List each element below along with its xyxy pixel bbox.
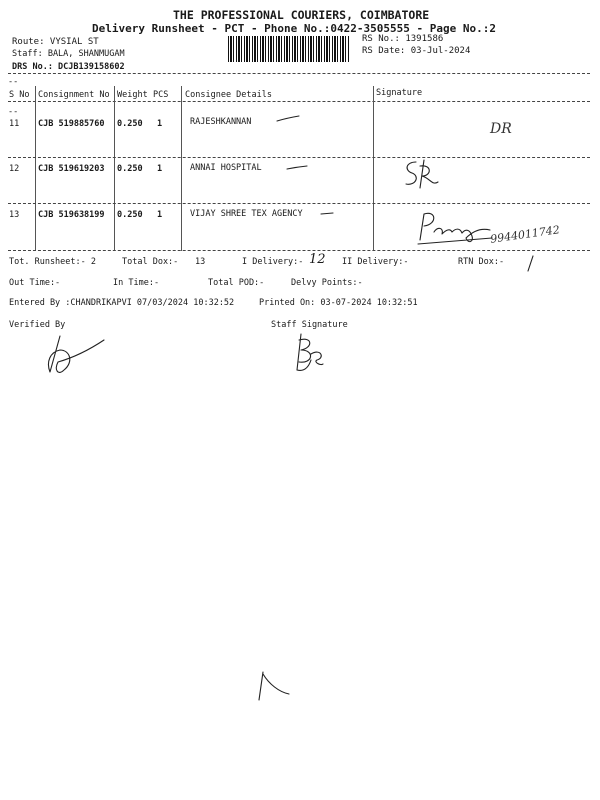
column-rule [35,86,36,251]
rtn-dox-mark [525,254,537,274]
drs-number: DRS No.: DCJB139158602 [12,62,125,72]
col-pcs: PCS [153,90,169,100]
divider-mark: -- [8,107,19,117]
row-consignment: CJB 519638199 [38,210,105,220]
total-dox-value: 13 [195,257,206,267]
row-consignee: ANNAI HOSPITAL [190,163,262,173]
column-rule [181,86,182,251]
row-weight: 0.250 [117,119,143,129]
col-sno: S No [9,90,30,100]
row-weight: 0.250 [117,210,143,220]
col-weight: Weight [117,90,148,100]
i-delivery-value: 12 [309,252,326,267]
verifier-signature [38,332,110,380]
route: Route: VYSIAL ST [12,37,99,47]
total-pod: Total POD:- [208,278,265,288]
col-consignee: Consignee Details [185,90,272,100]
handwritten-phone: 9944011742 [489,223,561,246]
row-pcs: 1 [157,210,163,220]
ii-delivery-label: II Delivery:- [342,257,409,267]
row-consignment: CJB 519619203 [38,164,105,174]
signature [414,208,494,246]
row-sno: 13 [9,210,20,220]
staff: Staff: BALA, SHANMUGAM [12,49,125,59]
barcode [228,36,350,62]
row-pcs: 1 [157,164,163,174]
col-signature: Signature [376,88,423,98]
divider [8,101,590,102]
col-consignment: Consignment No [38,90,110,100]
entered-by: Entered By :CHANDRIKAPVI 07/03/2024 10:32:52 [9,298,235,308]
rtn-dox-label: RTN Dox:- [458,257,505,267]
runsheet-subtitle: Delivery Runsheet - PCT - Phone No.:0422-3505555 - Page No.:2 [92,22,496,35]
company-name: THE PROFESSIONAL COURIERS, COIMBATORE [173,8,430,22]
in-time: In Time:- [113,278,160,288]
divider-mark: -- [8,77,19,87]
row-pcs: 1 [157,119,163,129]
row-weight: 0.250 [117,164,143,174]
rs-number: RS No.: 1391586 [362,34,444,44]
row-sno: 12 [9,164,20,174]
divider [8,250,590,251]
divider [8,73,590,74]
delvy-points: Delvy Points:- [291,278,363,288]
total-dox-label: Total Dox:- [122,257,179,267]
tick-mark [285,163,315,173]
tot-runsheet: Tot. Runsheet:- 2 [9,257,96,267]
staff-signature-label: Staff Signature [271,320,348,330]
column-rule [373,86,374,251]
printed-on: Printed On: 03-07-2024 10:32:51 [259,298,418,308]
divider [8,157,590,158]
tick-mark [275,114,305,124]
stray-pen-mark [255,668,295,704]
out-time: Out Time:- [9,278,61,288]
column-rule [114,86,115,251]
i-delivery-label: I Delivery:- [242,257,304,267]
row-consignee: VIJAY SHREE TEX AGENCY [190,209,303,219]
verified-by-label: Verified By [9,320,66,330]
row-signature-initials: DR [490,121,512,137]
tick-mark [320,211,336,217]
signature [398,156,443,196]
divider [8,203,590,204]
row-consignment: CJB 519885760 [38,119,105,129]
row-consignee: RAJESHKANNAN [190,117,252,127]
row-sno: 11 [9,119,20,129]
rs-date: RS Date: 03-Jul-2024 [362,46,471,56]
staff-signature [291,330,331,374]
